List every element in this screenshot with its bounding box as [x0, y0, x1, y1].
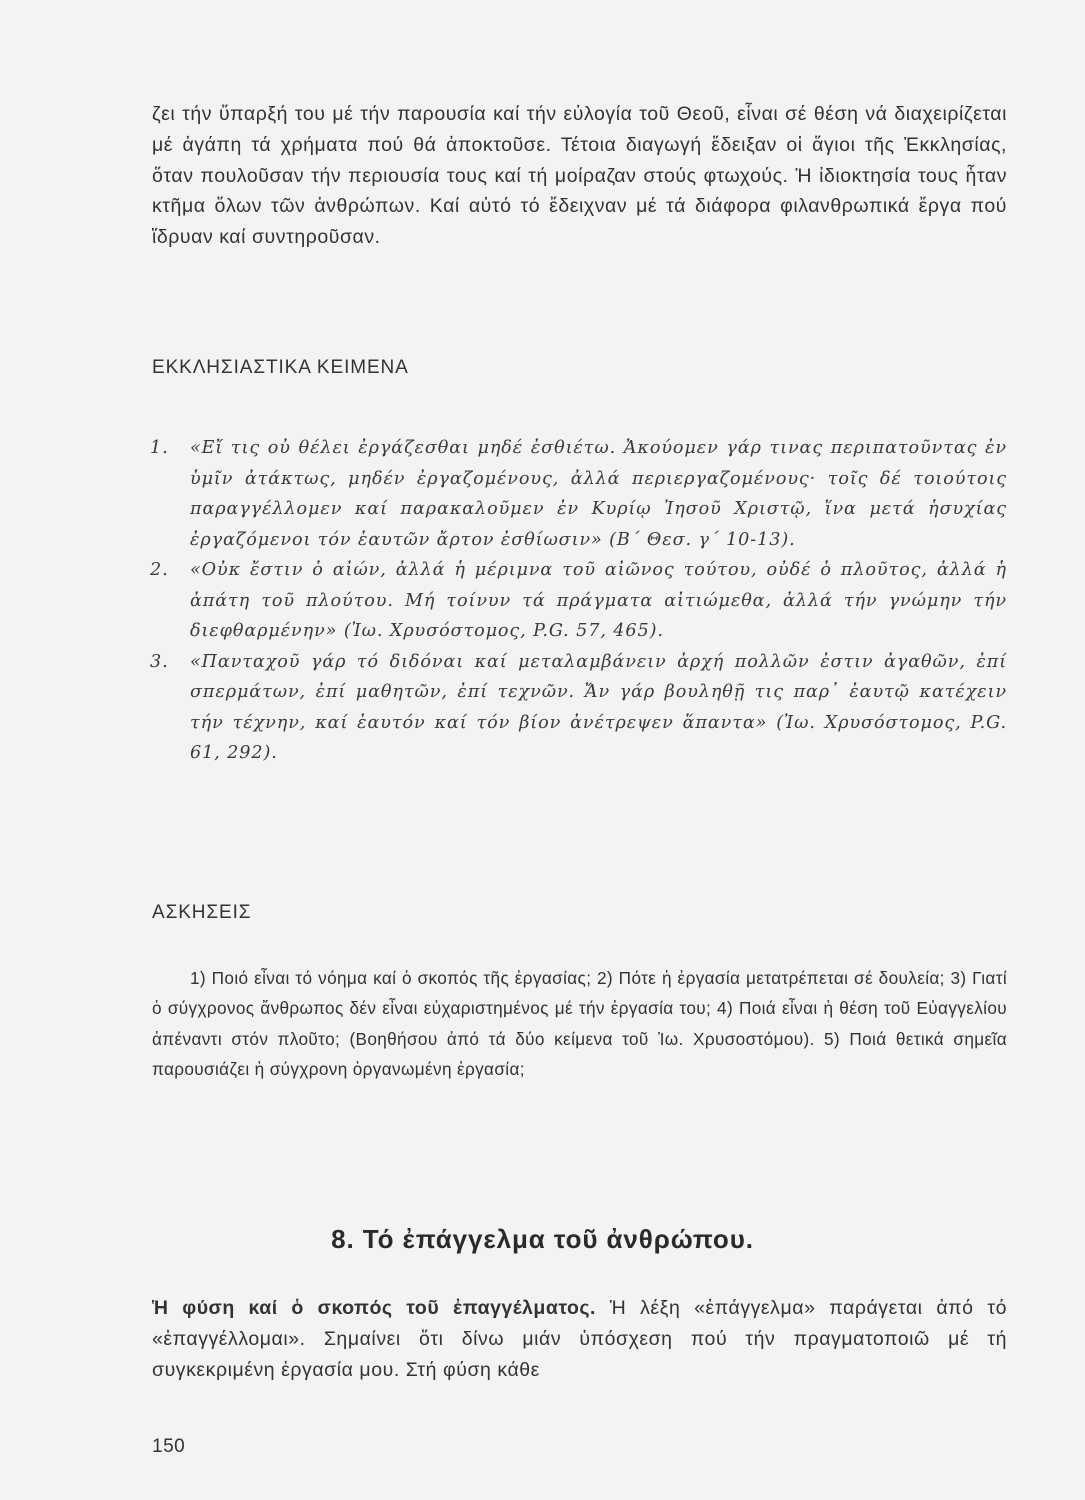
- chapter-lead-in: Ἡ φύση καί ὁ σκοπός τοῦ ἐπαγγέλματος.: [152, 1297, 596, 1319]
- quote-text: «Εἴ τις οὐ θέλει ἐργάζεσθαι μηδέ ἐσθιέτω. Ἀκούομεν γάρ τινας περιπατοῦντας ἐν ὑμῖν ἀτάκτως, μηδέν ἐργαζομένους, ἀλλά περιεργαζομένους· τοῖς δέ τοιούτοις παραγγέλλομεν καί παρακαλοῦμεν ἐν Κυρίῳ Ἰησοῦ Χριστῷ, ἵνα μετά ἡσυχίας ἐργαζόμενοι τόν ἑαυτῶν ἄρτον ἐσθίωσιν» (Β΄ Θεσ. γ΄ 10-13).: [190, 438, 1007, 550]
- quote-item: [152, 433, 1007, 555]
- intro-paragraph: ζει τήν ὕπαρξή του μέ τήν παρουσία καί τήν εὐλογία τοῦ Θεοῦ, εἶναι σέ θέση νά διαχειρίζεται μέ ἀγάπη τά χρήματα πού θά ἀποκτοῦσε. Τέτοια διαγωγή ἔδειξαν οἱ ἅγιοι τῆς Ἐκκλησίας, ὅταν πουλοῦσαν τήν περιουσία τους καί τή μοίραζαν στούς φτωχούς. Ἡ ἰδιοκτησία τους ἦταν κτῆμα ὅλων τῶν ἀνθρώπων. Καί αὐτό τό ἔδειχναν μέ τά διάφορα φιλανθρωπικά ἔργα πού ἵδρυαν καί συντηροῦσαν.: [152, 103, 1007, 249]
- quote-item: [152, 647, 1007, 769]
- chapter-opening-paragraph: [152, 1293, 1007, 1385]
- quote-number: 2.: [150, 560, 169, 580]
- chapter-title: 8. Τό ἐπάγγελμα τοῦ ἀνθρώπου.: [331, 1224, 754, 1254]
- section-heading-exercises: ΑΣΚΗΣΕΙΣ: [152, 902, 252, 923]
- quote-number: 1.: [150, 438, 169, 458]
- quote-text: «Οὐκ ἔστιν ὁ αἰών, ἀλλά ἡ μέριμνα τοῦ αἰῶνος τούτου, οὐδέ ὁ πλοῦτος, ἀλλά ἡ ἀπάτη τοῦ πλούτου. Μή τοίνυν τά πράγματα αἰτιώμεθα, ἀλλά τήν γνώμην τήν διεφθαρμένην» (Ἰω. Χρυσόστομος, P.G. 57, 465).: [190, 560, 1007, 641]
- church-texts-list: [152, 433, 1007, 769]
- section-heading-church-texts: ΕΚΚΛΗΣΙΑΣΤΙΚΑ ΚΕΙΜΕΝΑ: [152, 357, 409, 378]
- quote-item: [152, 555, 1007, 647]
- quote-number: 3.: [150, 651, 169, 672]
- page-number: 150: [152, 1436, 186, 1457]
- chapter-body-text: Ἡ λέξη «ἐπάγγελμα» παράγεται ἀπό τό «ἐπαγγέλλομαι». Σημαίνει ὅτι δίνω μιάν ὑπόσχεση πού τήν πραγματοποιῶ μέ τή συγκεκριμένη ἐργασία μου. Στή φύση κάθε: [152, 1297, 1008, 1381]
- exercises-paragraph: 1) Ποιό εἶναι τό νόημα καί ὁ σκοπός τῆς ἐργασίας; 2) Πότε ἡ ἐργασία μετατρέπεται σέ δουλεία; 3) Γιατί ὁ σύγχρονος ἄνθρωπος δέν εἶναι εὐχαριστημένος μέ τήν ἐργασία του; 4) Ποιά εἶναι ἡ θέση τοῦ Εὐαγγελίου ἀπέναντι στόν πλοῦτο; (Βοηθήσου ἀπό τά δύο κείμενα τοῦ Ἰω. Χρυσοστόμου). 5) Ποιά θετικά σημεῖα παρουσιάζει ἡ σύγχρονη ὀργανωμένη ἐργασία;: [152, 968, 1007, 1080]
- quote-text: «Πανταχοῦ γάρ τό διδόναι καί μεταλαμβάνειν ἀρχή πολλῶν ἐστιν ἀγαθῶν, ἐπί σπερμάτων, ἐπί μαθητῶν, ἐπί τεχνῶν. Ἄν γάρ βουληθῇ τις παρ᾽ ἑαυτῷ κατέχειν τήν τέχνην, καί ἑαυτόν καί τόν βίον ἀνέτρεψεν ἅπαντα» (Ἰω. Χρυσόστομος, P.G. 61, 292).: [190, 651, 1007, 763]
